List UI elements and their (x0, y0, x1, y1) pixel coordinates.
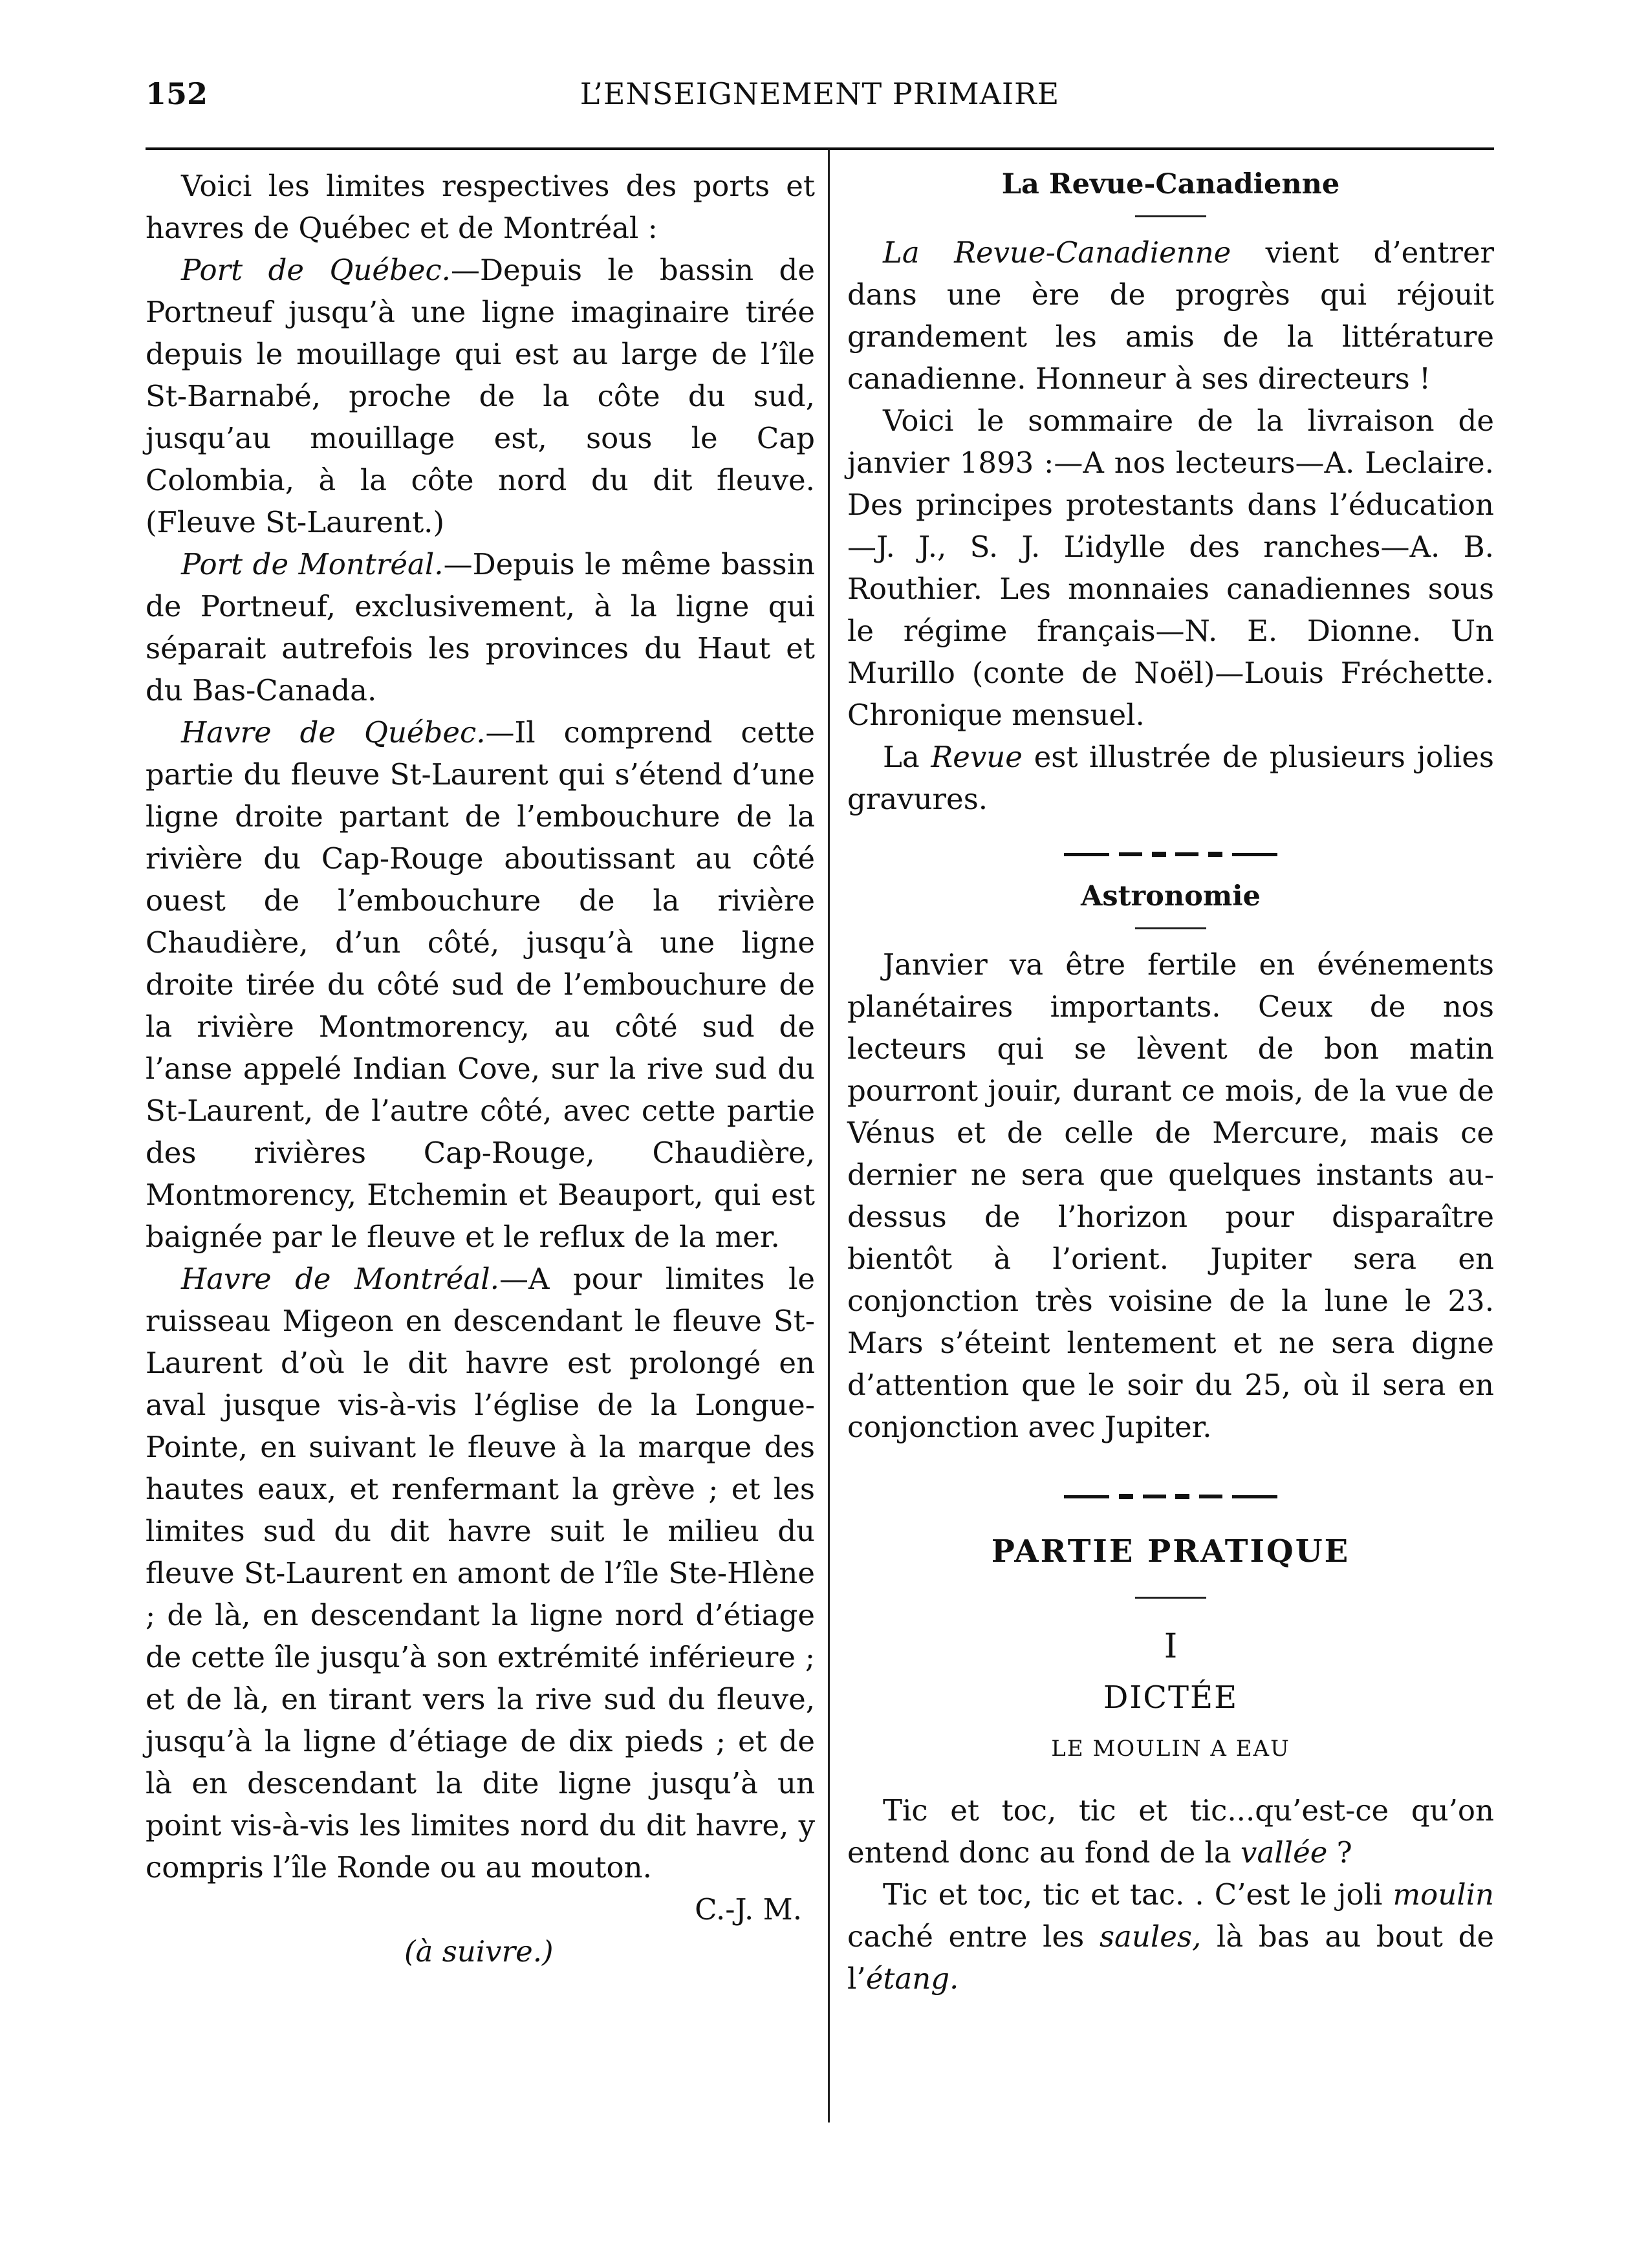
moulin-p2-i2: saules, (1099, 1919, 1202, 1954)
right-column (847, 165, 1494, 2000)
port-quebec-text: —Depuis le bassin de Portneuf jusqu’à une ligne imaginaire tirée depuis le mouillage qui est au large de l’île St-Barnabé, proche de la côte du sud, jusqu’au mouillage est, sous le Cap Colombia, à la côte nord du dit fleuve. (Fleuve St-Laurent.) (146, 253, 815, 539)
ornament-divider (1064, 851, 1277, 858)
a-suivre-text: (à suivre.) (404, 1934, 554, 1969)
short-rule (1135, 1597, 1206, 1599)
port-montreal-paragraph (146, 543, 815, 711)
page-header (146, 65, 1494, 123)
moulin-paragraph-2 (847, 1874, 1494, 2000)
dictee-heading: DICTÉE (1103, 1679, 1239, 1716)
moulin-p2-b: caché entre les (847, 1919, 1100, 1954)
intro-paragraph: Voici les limites respectives des ports et havres de Québec et de Montréal : (146, 169, 815, 245)
havre-montreal-paragraph (146, 1258, 815, 1888)
short-rule (1135, 215, 1206, 217)
moulin-p1-italic: vallée (1241, 1835, 1328, 1870)
signature: C.-J. M. (695, 1892, 802, 1927)
havre-quebec-paragraph (146, 711, 815, 1258)
dictee-subtitle: LE MOULIN A EAU (1051, 1736, 1290, 1762)
partie-pratique-title: PARTIE PRATIQUE (991, 1533, 1350, 1570)
moulin-p1-text: Tic et toc, tic et tic...qu’est-ce qu’on entend donc au fond de la (847, 1793, 1494, 1870)
astronomie-paragraph: Janvier va être fertile en événements planétaires importants. Ceux de nos lecteurs qui se lèvent de bon matin pourront jouir, durant ce mois, de la vue de Vénus et de celle de Mercure, mais ce dernier ne sera que quelques instants au-dessus de l’horizon pour disparaître bientôt à l’orient. Jupiter sera en conjonction très voisine de la lune le 23. Mars s’éteint lentement et ne sera digne d’attention que le soir du 25, où il sera en conjonction avec Jupiter. (847, 947, 1494, 1444)
revue-paragraph-3 (847, 736, 1494, 820)
revue-section-title: La Revue-Canadienne (1001, 168, 1340, 200)
page-number: 152 (146, 76, 208, 111)
revue-p3-start: La (883, 740, 931, 774)
revue-p3-italic: Revue (931, 740, 1023, 774)
port-montreal-text: —Depuis le même bassin de Portneuf, exclusivement, à la ligne qui séparait autrefois les provinces du Haut et du Bas-Canada. (146, 547, 816, 707)
left-column (146, 165, 815, 1972)
short-rule (1135, 927, 1206, 929)
havre-montreal-label: Havre de Montréal. (181, 1262, 499, 1296)
moulin-p1-end: ? (1327, 1835, 1352, 1870)
column-divider (828, 150, 830, 2122)
havre-quebec-text: —Il comprend cette partie du fleuve St-Laurent qui s’étend d’une ligne droite partant de l’embouchure de la rivière du Cap-Rouge aboutissant au côté ouest de l’embouchure de la rivière Chaudière, d’un côté, jusqu’à une ligne droite tirée du côté sud de l’embouchure de la rivière Montmorency, au côté sud de l’anse appelé Indian Cove, sur la rive sud du St-Laurent, de l’autre côté, avec cette partie des rivières Cap-Rouge, Chaudière, Montmorency, Etchemin et Beauport, qui est baignée par le fleuve et le reflux de la mer. (146, 715, 815, 1254)
revue-name: La Revue-Canadienne (883, 235, 1231, 270)
havre-montreal-text: —A pour limites le ruisseau Migeon en descendant le fleuve St-Laurent d’où le dit havre est prolongé en aval jusque vis-à-vis l’église de la Longue-Pointe, en suivant le fleuve à la marque des hautes eaux, et renfermant la grève ; et les limites sud du dit havre suit le milieu du fleuve St-Laurent en amont de l’île Ste-Hlène ; de là, en descendant la ligne nord d’étiage de cette île jusqu’à son extrémité inférieure ; et de là, en tirant vers la rive sud du fleuve, jusqu’à la ligne d’étiage de dix pieds ; et de là en descendant la dite ligne jusqu’à un point vis-à-vis les limites nord du dit havre, y compris l’île Ronde ou au mouton. (146, 1262, 815, 1885)
port-montreal-label: Port de Montréal. (181, 547, 444, 581)
moulin-p2-i3: étang. (865, 1961, 959, 1996)
moulin-p2-a: Tic et toc, tic et tac. . C’est le joli (883, 1877, 1393, 1912)
moulin-paragraph-1 (847, 1789, 1494, 1874)
a-suivre (146, 1930, 815, 1972)
port-quebec-label: Port de Québec. (181, 253, 451, 287)
header-rule (146, 147, 1494, 150)
running-title: L’ENSEIGNEMENT PRIMAIRE (580, 76, 1060, 111)
moulin-p2-c: là bas au bout de l’ (847, 1919, 1495, 1996)
astronomie-section-title: Astronomie (1081, 880, 1261, 913)
revue-p1-text: vient d’entrer dans une ère de progrès qui réjouit grandement les amis de la littérature canadienne. Honneur à ses directeurs ! (847, 235, 1494, 396)
moulin-p2-i1: moulin (1393, 1877, 1494, 1912)
ornament-divider (1064, 1493, 1277, 1500)
port-quebec-paragraph (146, 249, 815, 543)
revue-paragraph-2: Voici le sommaire de la livraison de janvier 1893 :—A nos lecteurs—A. Leclaire. Des principes protestants dans l’éducation—J. J., S. J. L’idylle des ranches—A. B. Routhier. Les monnaies canadiennes sous le régime français—N. E. Dionne. Un Murillo (conte de Noël)—Louis Fréchette. Chronique mensuel. (847, 404, 1494, 732)
revue-p3-end: est illustrée de plusieurs jolies gravures. (847, 740, 1495, 816)
havre-quebec-label: Havre de Québec. (181, 715, 486, 750)
section-numeral: I (1164, 1627, 1178, 1666)
revue-paragraph-1 (847, 232, 1494, 400)
